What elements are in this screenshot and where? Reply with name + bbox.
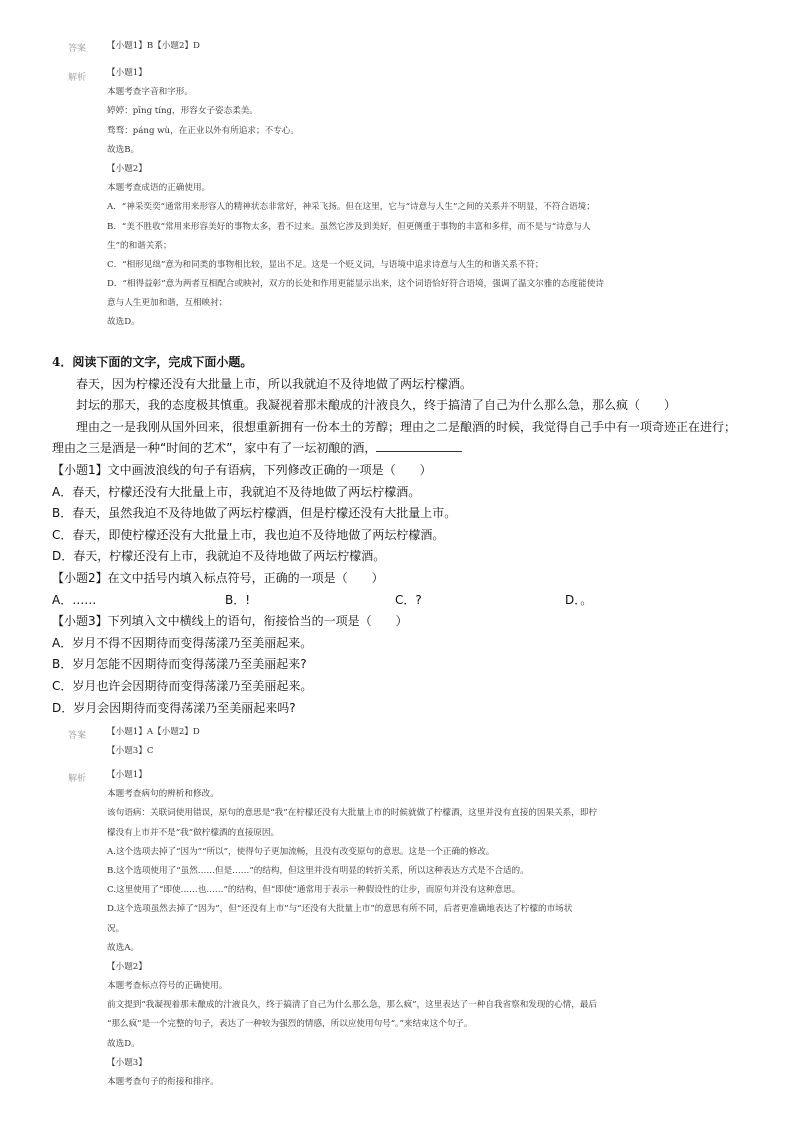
analysis-line: 檬没有上市并不是“我”做柠檬酒的直接原因。 [107, 827, 280, 838]
option-c: C．? [395, 592, 422, 607]
analysis-line: 故选B。 [107, 144, 140, 155]
passage-text: 理由之三是酒是一种“时间的艺术”，家中有了一坛初酿的酒， [52, 441, 377, 456]
answer-line: 【小题1】A【小题2】D [107, 727, 200, 737]
analysis-line: A．“神采奕奕”通常用来形容人的精神状态非常好，神采飞扬。但在这里，它与“诗意与人生”之间的关系并不明显，不符合语境； [107, 202, 595, 213]
answer-tag: 答案 [68, 731, 87, 741]
option-b: B．春天，虽然我迫不及待地做了两坛柠檬酒，但是柠檬还没有大批量上市。 [52, 506, 457, 521]
option-d: D．岁月会因期待而变得荡漾乃至美丽起来吗? [52, 700, 296, 715]
sub-question-2-stem: 【小题2】在文中括号内填入标点符号，正确的一项是（ ） [52, 570, 384, 585]
option-b: B．! [225, 592, 251, 607]
sub-question-3-stem: 【小题3】下列填入文中横线上的语句，衔接恰当的一项是（ ） [52, 614, 408, 629]
answer-line: 【小题1】B【小题2】D [107, 41, 200, 51]
answer-text [107, 37, 742, 56]
analysis-line: 【小题3】 [107, 1057, 147, 1068]
sub-question-1-stem: 【小题1】文中画波浪线的句子有语病，下列修改正确的一项是（ ） [52, 462, 432, 477]
analysis-line: A.这个选项去掉了“因为”“所以”，使得句子更加流畅，且没有改变原句的意思。这是一个正确的修改。 [107, 846, 495, 857]
analysis-line: D．“相得益彰”意为两者互相配合或映衬，双方的长处和作用更能显示出来，这个词语恰好符合语境，强调了温文尔雅的态度能使诗 [107, 279, 604, 290]
analysis-line: 况。 [107, 923, 125, 934]
analysis-line: B．“美不胜收”常用来形容美好的事物太多，看不过来。虽然它涉及到美好，但更侧重于事物的丰富和多样，而不是与“诗意与人 [107, 221, 591, 232]
analysis-line: 本题考查病句的辨析和修改。 [107, 789, 219, 800]
analysis-line: 婷婷：pīng tíng，形容女子姿态柔美。 [107, 106, 258, 117]
analysis-block-1 [107, 64, 742, 333]
analysis-line: C.这里使用了“即使……也……”的结构，但“即使”通常用于表示一种假设性的让步，而原句并没有这种意思。 [107, 885, 521, 896]
analysis-line: 骛骛：páng wù，在正业以外有所追求；不专心。 [107, 125, 299, 136]
passage-paragraph-with-blank [52, 438, 754, 460]
analysis-line: “那么疯”是一个完整的句子，表达了一种较为强烈的情感，所以应使用句号“。”来结束这个句子。 [107, 1019, 473, 1030]
option-a: A．岁月不得不因期待而变得荡漾乃至美丽起来。 [52, 635, 313, 650]
option-b: B．岁月怎能不因期待而变得荡漾乃至美丽起来? [52, 657, 307, 672]
option-c: C．春天，即使柠檬还没有大批量上市，我也迫不及待地做了两坛柠檬酒。 [52, 527, 445, 542]
analysis-line: 故选A。 [107, 942, 139, 953]
option-c: C．岁月也许会因期待而变得荡漾乃至美丽起来。 [52, 678, 313, 693]
analysis-line: 故选D。 [107, 317, 140, 328]
passage-paragraph: 封坛的那天，我的态度极其慎重。我凝视着那未酿成的汁液良久，终于搞清了自己为什么那么急，那么疯（ ） [76, 398, 677, 413]
fill-blank [376, 439, 462, 452]
analysis-line: 【小题1】 [107, 68, 147, 78]
sub-question-2-options [52, 590, 754, 612]
analysis-line: 生”的和谐关系； [107, 240, 172, 251]
analysis-line: 本题考查句子的衔接和排序。 [107, 1077, 219, 1087]
question-4 [52, 352, 754, 719]
answer-line: 【小题3】C [107, 746, 154, 757]
option-a: A．春天，柠檬还没有大批量上市，我就迫不及待地做了两坛柠檬酒。 [52, 484, 421, 499]
analysis-tag: 解析 [68, 73, 87, 83]
answer-text [107, 723, 742, 761]
option-d: D．春天，柠檬还没有上市，我就迫不及待地做了两坛柠檬酒。 [52, 549, 386, 564]
analysis-line: B.这个选项使用了“虽然……但是……”的结构，但这里并没有明显的转折关系，所以这种表达方式是不合适的。 [107, 865, 529, 876]
analysis-block-2 [107, 766, 742, 1092]
analysis-line: D.这个选项虽然去掉了“因为”，但“还没有上市”与“还没有大批量上市”的意思有所不同，后者更准确地表达了柠檬的市场状 [107, 904, 573, 915]
analysis-line: 本题考查成语的正确使用。 [107, 183, 211, 194]
analysis-line: 【小题2】 [107, 961, 147, 972]
analysis-line: 前文提到“我凝视着那未酿成的汁液良久，终于搞清了自己为什么那么急，那么疯”，这里表达了一种自我省察和发现的心情，最后 [107, 1000, 598, 1011]
passage-paragraph: 春天，因为柠檬还没有大批量上市，所以我就迫不及待地做了两坛柠檬酒。 [76, 376, 473, 391]
analysis-line: 【小题2】 [107, 163, 147, 174]
analysis-tag: 解析 [68, 774, 87, 784]
analysis-line: C．“相形见绌”意为和同类的事物相比较，显出不足。这是一个贬义词，与语境中追求诗意与人生的和谐关系不符； [107, 259, 544, 270]
answer-tag: 答案 [68, 44, 87, 54]
option-d: D．。 [565, 592, 593, 607]
analysis-line: 本题考查字音和字形。 [107, 87, 193, 98]
analysis-line: 本题考查标点符号的正确使用。 [107, 981, 228, 992]
analysis-line: 【小题1】 [107, 770, 147, 780]
analysis-line: 意与人生更加和谐，互相映衬； [107, 298, 228, 309]
question-title: 4．阅读下面的文字，完成下面小题。 [52, 355, 253, 369]
analysis-line: 该句语病：关联词使用错误，原句的意思是“我”在柠檬还没有大批量上市的时候就做了柠檬酒，这里并没有直接的因果关系，即柠 [107, 808, 598, 819]
option-a: A．…… [52, 592, 97, 607]
analysis-line: 故选D。 [107, 1038, 140, 1049]
passage-paragraph: 理由之一是我刚从国外回来，很想重新拥有一份本土的芳醇；理由之二是酿酒的时候，我觉得自己手中有一项奇迹正在进行； [76, 419, 737, 434]
